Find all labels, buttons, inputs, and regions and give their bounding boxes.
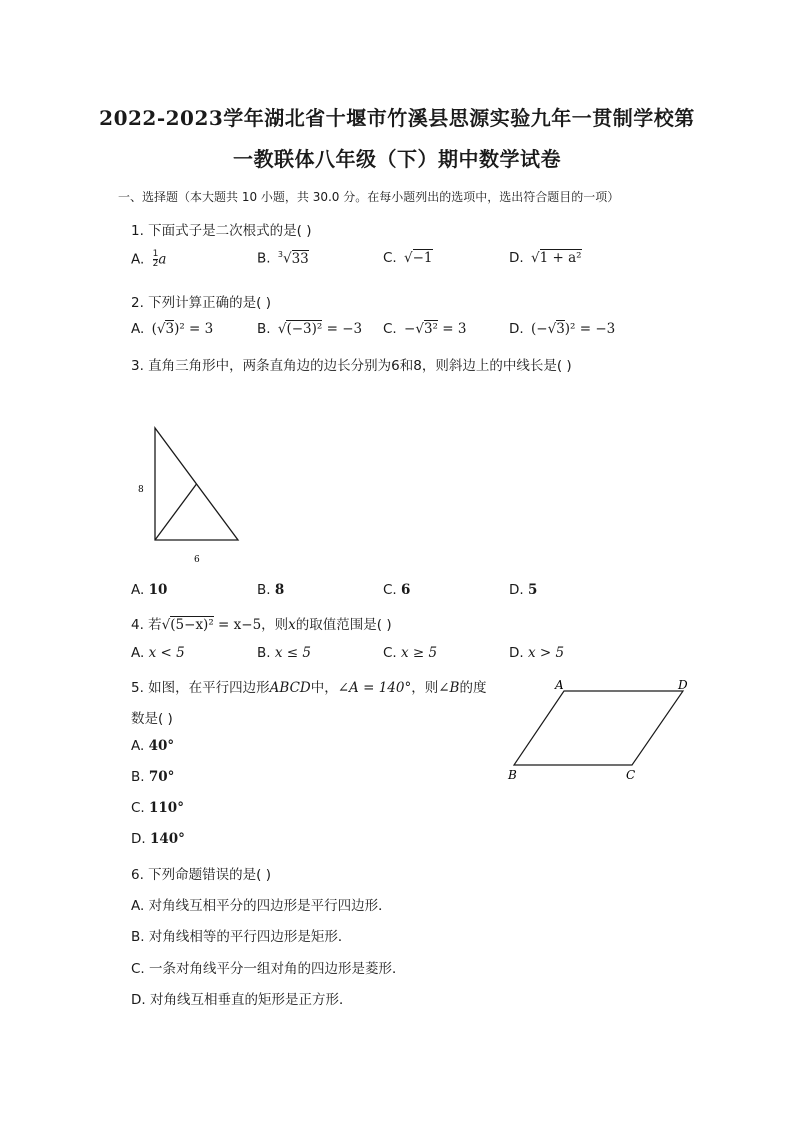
q2-option-d: D. (−√3)² = −3 bbox=[509, 321, 616, 337]
q5-option-a-value: 40° bbox=[148, 738, 175, 754]
question-1-stem: 1. 下面式子是二次根式的是( ) bbox=[131, 223, 312, 239]
q3-option-a-value: 10 bbox=[148, 582, 168, 598]
q2-option-c-label: C. bbox=[383, 321, 397, 337]
q6-option-c: C. 一条对角线平分一组对角的四边形是菱形． bbox=[131, 961, 406, 977]
question-2-stem: 2. 下列计算正确的是( ) bbox=[131, 295, 271, 311]
q2-d-close: )² = −3 bbox=[564, 321, 616, 337]
q1-radicand-d: 1 + a² bbox=[539, 250, 582, 266]
leg-label-6: 6 bbox=[194, 555, 200, 565]
q4-stem-eq: = x−5，则 bbox=[213, 617, 289, 633]
leg-label-8: 8 bbox=[138, 485, 144, 495]
q2-option-a: A. (√3)² = 3 bbox=[131, 321, 214, 337]
q4-option-c-value: x ≥ 5 bbox=[401, 645, 438, 661]
q2-c-result: = 3 bbox=[437, 321, 467, 337]
q4-option-c-label: C. bbox=[383, 645, 397, 661]
q1-option-d: D. √1 + a² bbox=[509, 250, 582, 266]
q4-option-b bbox=[257, 645, 311, 661]
q2-a-close: )² = 3 bbox=[174, 321, 214, 337]
vertex-d-label: D bbox=[678, 678, 688, 692]
page-title-line2: 一教联体八年级（下）期中数学试卷 bbox=[233, 147, 561, 171]
q3-option-c bbox=[383, 582, 410, 598]
question-4-stem: 4. 若√(5−x)² = x−5，则x的取值范围是( ) bbox=[131, 617, 392, 633]
q4-option-b-label: B. bbox=[257, 645, 271, 661]
q5-option-c bbox=[131, 800, 184, 816]
vertex-b-label: B bbox=[508, 768, 517, 782]
q2-c-minus: − bbox=[404, 321, 416, 337]
page-title-line1: 2022-2023学年湖北省十堰市竹溪县思源实验九年一贯制学校第 bbox=[99, 106, 695, 130]
q1-option-c-label: C. bbox=[383, 250, 397, 266]
q1-option-a-label: A. bbox=[131, 251, 145, 268]
q2-a-open: ( bbox=[151, 321, 157, 337]
right-triangle-figure bbox=[130, 420, 250, 570]
q6-option-d: D. 对角线互相垂直的矩形是正方形． bbox=[131, 992, 353, 1008]
q3-option-c-label: C. bbox=[383, 582, 397, 598]
q5-option-c-label: C. bbox=[131, 800, 145, 816]
question-5-stem-line1 bbox=[131, 676, 486, 696]
q1-fraction-num: 1 bbox=[152, 249, 159, 259]
q4-option-a bbox=[131, 645, 185, 661]
q4-radicand: (5−x)² bbox=[170, 617, 214, 633]
q4-option-a-value: x < 5 bbox=[148, 645, 185, 661]
q5-option-b bbox=[131, 769, 174, 785]
q5-option-b-label: B. bbox=[131, 769, 145, 785]
q2-d-radicand: 3 bbox=[556, 321, 565, 337]
q2-option-b: B. √(−3)² = −3 bbox=[257, 321, 363, 337]
vertex-a-label: A bbox=[555, 678, 564, 692]
q3-option-c-value: 6 bbox=[401, 582, 411, 598]
question-3-stem: 3. 直角三角形中，两条直角边的边长分别为6和8，则斜边上的中线长是( ) bbox=[131, 358, 572, 374]
median-line bbox=[155, 484, 197, 540]
q1-option-a bbox=[131, 250, 166, 269]
q3-option-d bbox=[509, 582, 537, 598]
q6-option-a: A. 对角线互相平分的四边形是平行四边形． bbox=[131, 898, 392, 914]
q1-radicand-c: −1 bbox=[412, 250, 433, 266]
q1-radicand-b: 33 bbox=[291, 250, 309, 267]
q2-option-d-label: D. bbox=[509, 321, 524, 337]
q2-option-b-label: B. bbox=[257, 321, 271, 337]
parallelogram-figure bbox=[500, 675, 700, 787]
section-heading: 一、选择题（本大题共 10 小题，共 30.0 分。在每小题列出的选项中，选出符合题目的一项） bbox=[118, 190, 620, 204]
q4-stem-prefix: 4. 若 bbox=[131, 617, 162, 633]
q5-stem-part-g: 的度 bbox=[459, 680, 487, 696]
q4-option-d-value: x > 5 bbox=[527, 645, 565, 661]
q5-option-d-label: D. bbox=[131, 831, 146, 847]
q3-option-a bbox=[131, 582, 167, 598]
q4-option-b-value: x ≤ 5 bbox=[274, 645, 311, 661]
question-5-stem-line2: 数是( ) bbox=[131, 711, 173, 727]
q1-root-index: 3 bbox=[277, 250, 283, 259]
q3-option-b-value: 8 bbox=[274, 582, 285, 598]
q5-option-d bbox=[131, 831, 185, 847]
q2-a-radicand: 3 bbox=[165, 321, 175, 337]
q5-option-a-label: A. bbox=[131, 738, 145, 754]
q5-stem-abcd: ABCD bbox=[269, 680, 311, 696]
q5-stem-angle-a: ∠A = 140° bbox=[337, 680, 412, 696]
q2-d-open: (− bbox=[530, 321, 548, 337]
parallelogram-outline bbox=[514, 691, 683, 765]
q2-option-a-label: A. bbox=[131, 321, 145, 337]
q2-b-radicand: (−3)² bbox=[286, 321, 323, 337]
q1-option-d-label: D. bbox=[509, 250, 524, 266]
q4-option-d-label: D. bbox=[509, 645, 524, 661]
q4-option-c bbox=[383, 645, 437, 661]
q1-option-b-label: B. bbox=[257, 250, 271, 267]
q5-option-a bbox=[131, 738, 174, 754]
q4-option-d bbox=[509, 645, 564, 661]
q3-option-d-value: 5 bbox=[527, 582, 538, 598]
q1-option-b: B. $^3$√33 bbox=[257, 250, 309, 267]
q1-option-c: C. √−1 bbox=[383, 250, 433, 266]
q3-option-a-label: A. bbox=[131, 582, 145, 598]
q2-option-c: C. −√3² = 3 bbox=[383, 321, 467, 337]
q3-option-d-label: D. bbox=[509, 582, 524, 598]
q5-stem-angle-b: ∠B bbox=[438, 680, 460, 696]
q4-option-a-label: A. bbox=[131, 645, 145, 661]
question-6-stem: 6. 下列命题错误的是( ) bbox=[131, 867, 271, 883]
q3-option-b bbox=[257, 582, 284, 598]
q5-stem-part-c: 中， bbox=[310, 680, 338, 696]
q5-option-b-value: 70° bbox=[148, 769, 175, 785]
q4-stem-suffix: 的取值范围是( ) bbox=[295, 617, 392, 633]
q2-c-radicand: 3² bbox=[423, 321, 438, 337]
q5-stem-part-a: 5. 如图，在平行四边形 bbox=[131, 680, 270, 696]
q1-fraction-den: 2 bbox=[152, 259, 159, 269]
q5-option-c-value: 110° bbox=[149, 800, 184, 816]
q5-stem-part-e: ，则 bbox=[411, 680, 439, 696]
q6-option-b: B. 对角线相等的平行四边形是矩形． bbox=[131, 929, 352, 945]
q5-option-d-value: 140° bbox=[149, 831, 185, 847]
vertex-c-label: C bbox=[626, 768, 636, 782]
q1-var-a: a bbox=[158, 251, 167, 268]
q2-b-result: = −3 bbox=[322, 321, 363, 337]
q4-stem-var: x bbox=[288, 617, 296, 633]
q3-option-b-label: B. bbox=[257, 582, 271, 598]
